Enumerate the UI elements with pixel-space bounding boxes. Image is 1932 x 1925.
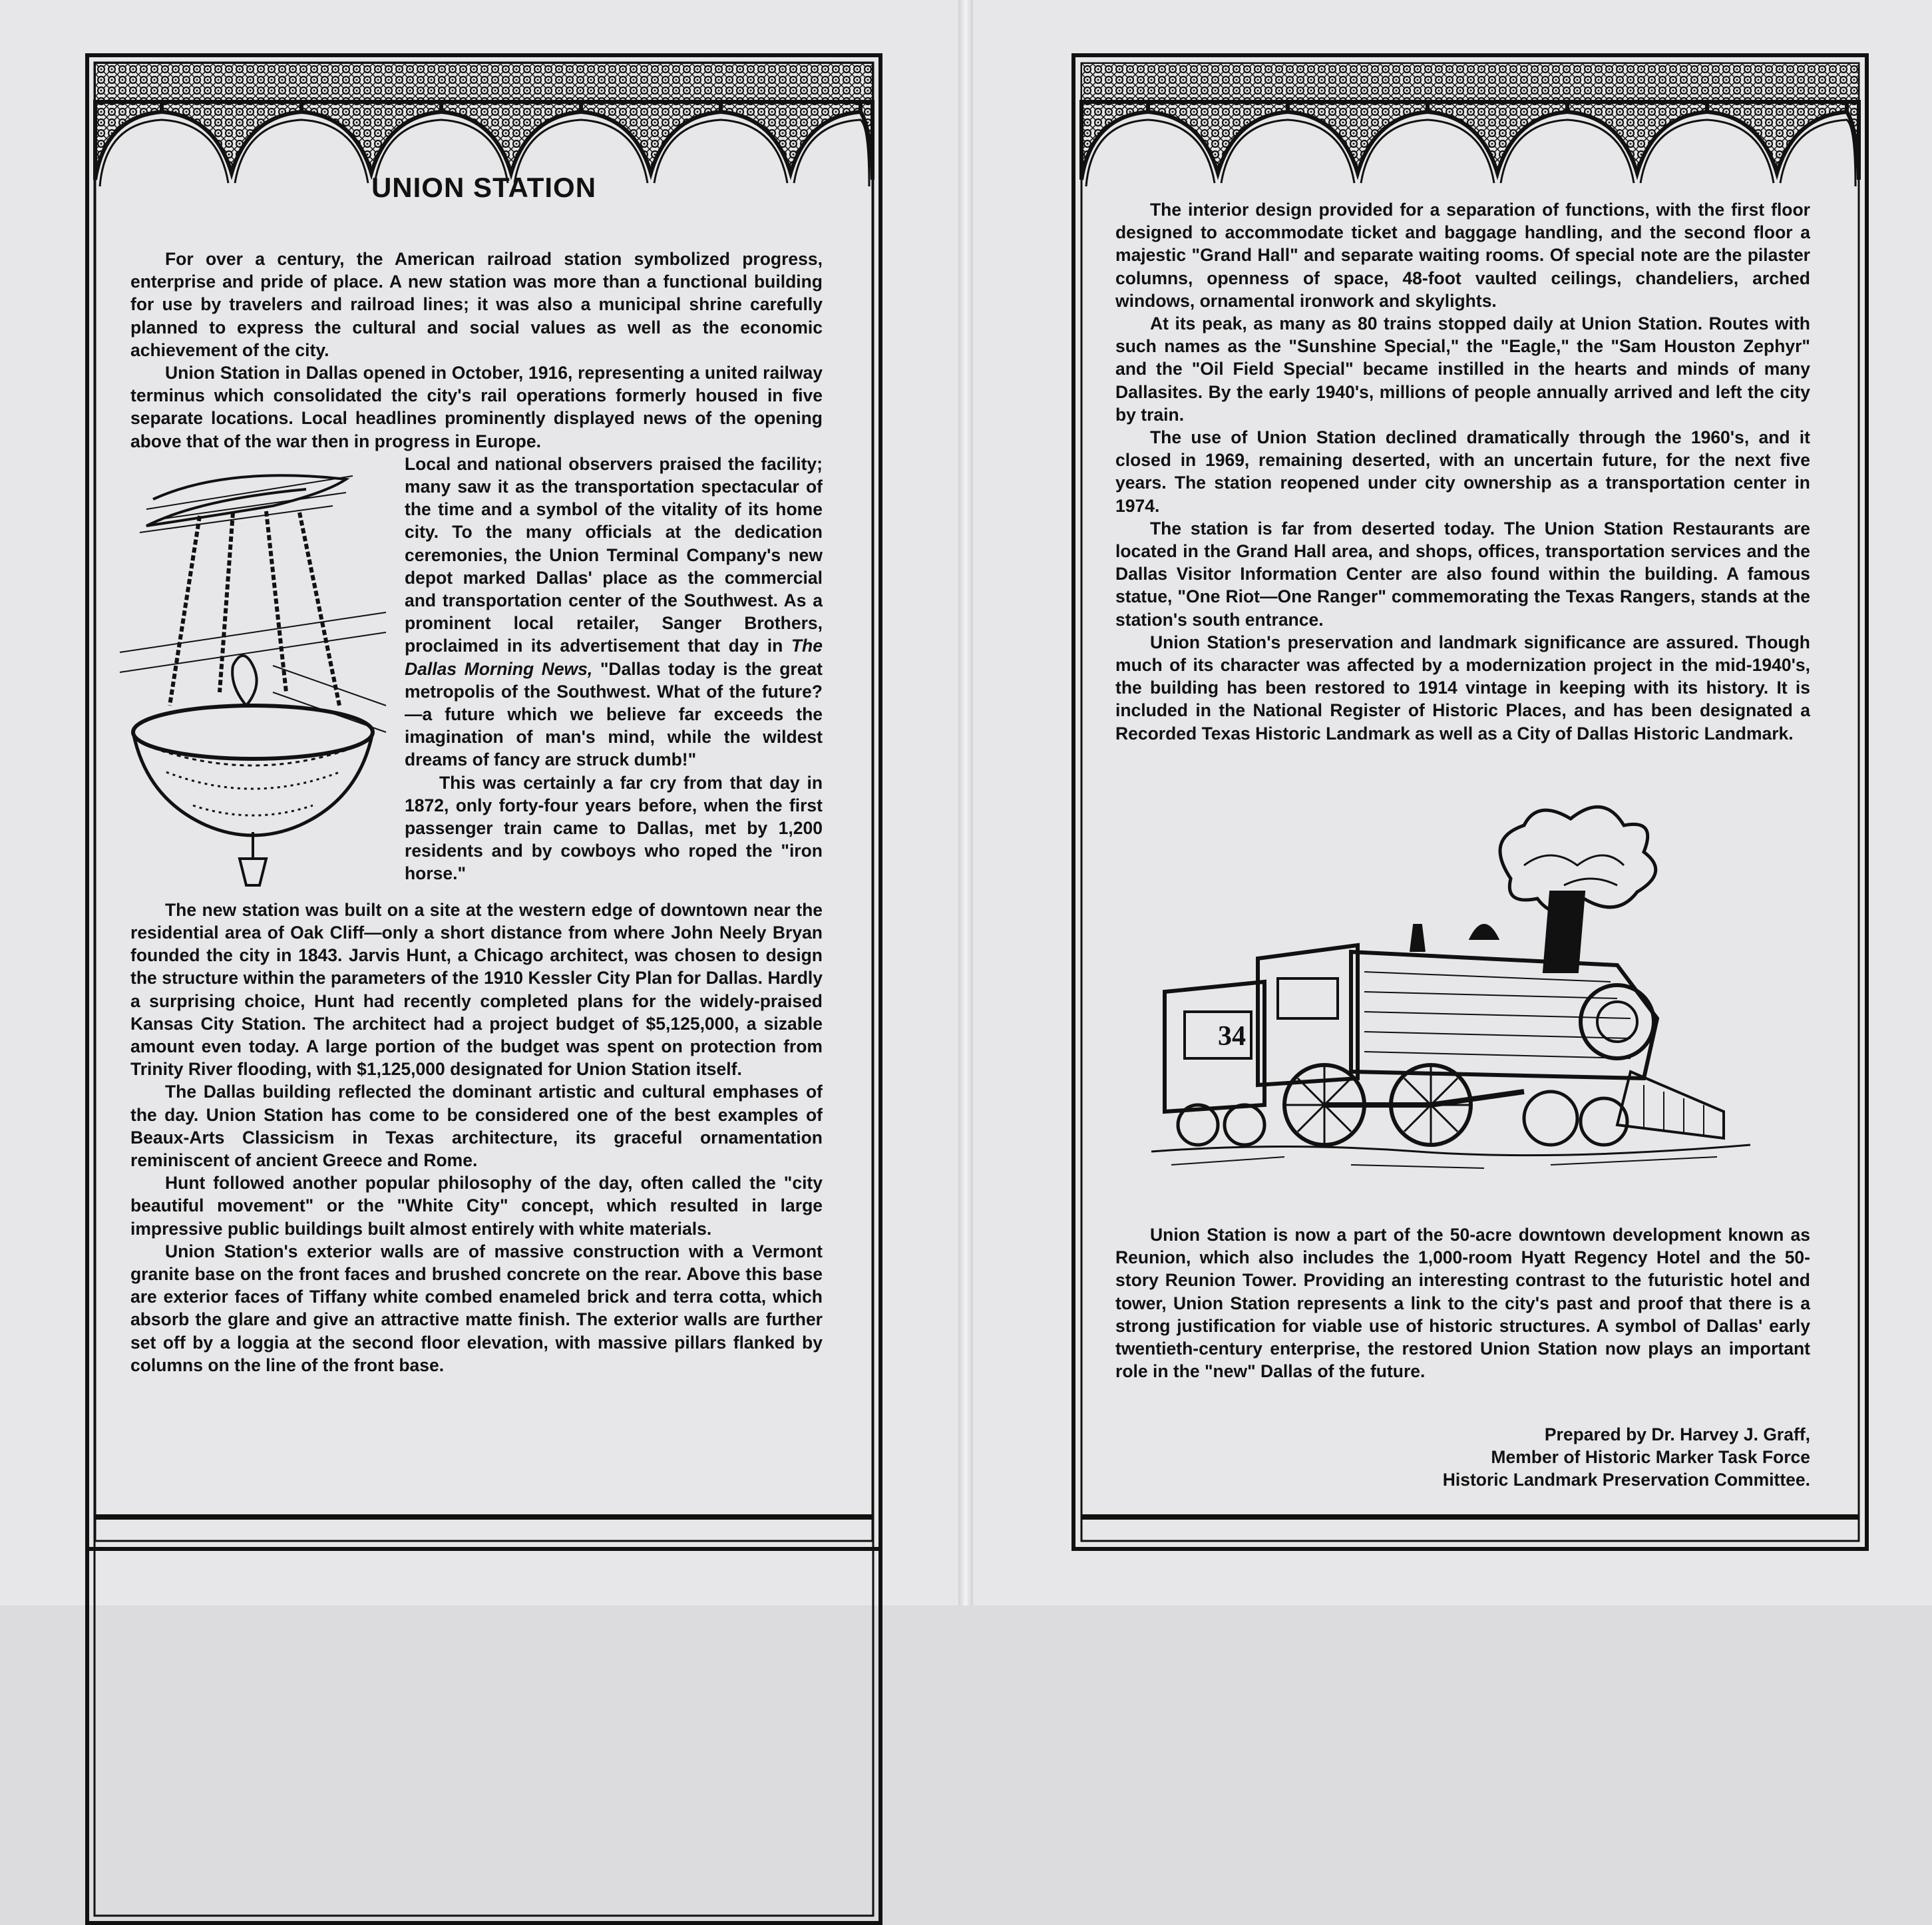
left-paragraph-1: For over a century, the American railroad station symbolized progress, enterprise and pride of place. A new station was more than a functional building for use by travelers and railroad lines; it was also a municipal shrine carefully planned to express the cultural and social values as well as the economic achievement of the city. — [130, 249, 823, 360]
right-article-bottom — [1115, 1223, 1810, 1383]
left-article — [130, 248, 823, 1377]
right-paragraph-1: The interior design provided for a separation of functions, with the first floor designed to accommodate ticket and baggage handling, and the second floor a majestic "Grand Hall" and separate waiting rooms. Of special note are the pilaster columns, openness of space, 48-foot vaulted ceilings, chandeliers, arched windows, ornamental ironwork and skylights. — [1115, 200, 1810, 311]
page-title: UNION STATION — [371, 172, 597, 203]
right-paragraph-4: The station is far from deserted today. The Union Station Restaurants are located in the Grand Hall area, and shops, offices, transportation services and the Dallas Visitor Information Center are also found within the building. A famous statue, "One Riot—One Ranger" commemorating the Texas Rangers, stands at the station's south entrance. — [1115, 518, 1810, 630]
chandelier-illustration — [106, 453, 399, 899]
left-paragraph-8: Union Station's exterior walls are of massive construction with a Vermont granite base on the front faces and brushed concrete on the rear. Above this base are exterior faces of Tiffany white combed enameled brick and terra cotta, which absorb the glare and give an attractive matte finish. The exterior walls are further set off by a loggia at the second floor elevation, with massive pillars flanked by columns on the line of the front base. — [130, 1241, 823, 1375]
left-paragraph-3-quote: "Dallas today is the great metropolis of the Southwest. What of the future?—a future which we believe far exceeds the imagination of man's mind, while the wildest dreams of fancy are struck dumb!" — [405, 658, 823, 770]
left-paragraph-2: Union Station in Dallas opened in October, 1916, representing a united railway terminus which consolidated the city's rail operations formerly housed in five separate locations. Local headlines prominently displayed news of the opening above that of the war then in progress in Europe. — [130, 363, 823, 451]
left-paragraph-6: The Dallas building reflected the dominant artistic and cultural emphases of the day. Union Station has come to be considered one of the best examples of Beaux-Arts Classicism in Texas architecture, its graceful ornamentation reminiscent of ancient Greece and Rome. — [130, 1082, 823, 1171]
left-paragraph-4: This was certainly a far cry from that day in 1872, only forty-four years before, when the first passenger train came to Dallas, met by 1,200 residents and by cowboys who roped the "iron horse." — [405, 772, 823, 884]
page-gutter — [958, 0, 973, 1605]
locomotive-number: 34 — [1218, 1021, 1246, 1052]
credit-line-3: Historic Landmark Preservation Committee. — [1442, 1470, 1810, 1490]
credit-line-2: Member of Historic Marker Task Force — [1491, 1447, 1810, 1467]
newspaper-title: The Dallas Morning News, — [405, 636, 823, 679]
chandelier-icon — [106, 453, 399, 899]
right-paragraph-3: The use of Union Station declined dramatically through the 1960's, and it closed in 1969, remaining deserted, with an uncertain future, for the next five years. The station reopened under city ownership as a transportation center in 1974. — [1115, 427, 1810, 516]
left-paragraph-3-text: Local and national observers praised the facility; many saw it as the transportation spectacular of the time and a symbol of the vitality of its home city. To the many officials at the dedication ceremonies, the Union Terminal Company's new depot marked Dallas' place as the commercial and transportation center of the Southwest. As a prominent local retailer, Sanger Brothers, proclaimed in its advertisement that day in — [405, 453, 823, 656]
locomotive-illustration — [1151, 792, 1790, 1205]
right-paragraph-5: Union Station's preservation and landmark significance are assured. Though much of its character was affected by a modernization project in the mid-1940's, the building has been restored to 1914 vintage in keeping with its history. It is included in the National Register of Historic Places, and has been designated a Recorded Texas Historic Landmark as well as a City of Dallas Historic Landmark. — [1115, 632, 1810, 744]
right-article-top — [1115, 198, 1810, 745]
right-paragraph-2: At its peak, as many as 80 trains stopped daily at Union Station. Routes with such names as the "Sunshine Special," the "Eagle," the "Sam Houston Zephyr" and the "Oil Field Special" became instilled in the hearts and minds of many Dallasites. By the early 1940's, millions of people annually arrived and left the city by train. — [1115, 314, 1810, 425]
left-paragraph-7: Hunt followed another popular philosophy of the day, often called the "city beautiful movement" or the "White City" concept, which resulted in large impressive public buildings built almost entirely with white materials. — [130, 1173, 823, 1239]
author-credit — [1115, 1423, 1810, 1491]
credit-line-1: Prepared by Dr. Harvey J. Graff, — [1544, 1424, 1810, 1444]
left-paragraph-5: The new station was built on a site at the western edge of downtown near the residential area of Oak Cliff—only a short distance from where John Neely Bryan founded the city in 1843. Jarvis Hunt, a Chicago architect, was chosen to design the structure within the parameters of the 1910 Kessler City Plan for Dallas. Hardly a surprising choice, Hunt had recently completed plans for the widely-praised Kansas City Station. The architect had a project budget of $5,125,000, a sizable amount even today. A large portion of the budget was spent on protection from Trinity River flooding, with $1,125,000 designated for Union Station itself. — [130, 899, 823, 1080]
right-paragraph-6: Union Station is now a part of the 50-acre downtown development known as Reunion, which also includes the 1,000-room Hyatt Regency Hotel and the 50-story Reunion Tower. Providing an interesting contrast to the futuristic hotel and tower, Union Station represents a link to the city's past and proof that there is a strong justification for viable use of historic structures. A symbol of Dallas' early twentieth-century enterprise, the restored Union Station now plays an important role in the "new" Dallas of the future. — [1115, 1225, 1810, 1382]
